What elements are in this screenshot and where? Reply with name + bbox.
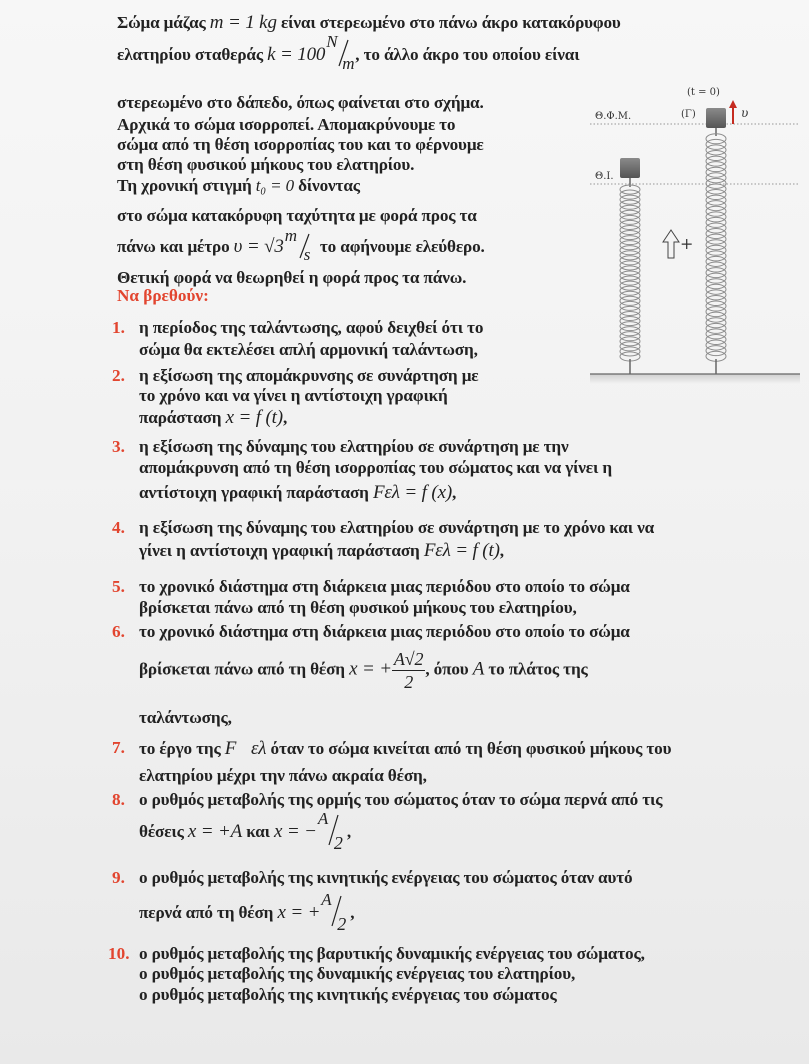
item-10-line-c: ο ρυθμός μεταβολής της κινητικής ενέργειας του σώματος bbox=[139, 985, 557, 1004]
intro-line-1: Σώμα μάζας m = 1 kg είναι στερεωμένο στο πάνω άκρο κατακόρυφου bbox=[117, 12, 621, 33]
item-number-3: 3. bbox=[112, 437, 125, 456]
label-plus: + bbox=[680, 234, 694, 253]
item-5-line-b: βρίσκεται πάνω από τη θέση φυσικού μήκους του ελατηρίου, bbox=[139, 598, 577, 617]
spring-coil bbox=[706, 307, 726, 317]
spring-coil bbox=[620, 190, 640, 199]
spring-coil bbox=[706, 145, 726, 155]
spring-coil bbox=[620, 276, 640, 285]
item-8-line-b: θέσεις x = +A και x = − A 2 , bbox=[139, 809, 351, 854]
item-number-7: 7. bbox=[112, 738, 125, 757]
spring-coil bbox=[620, 337, 640, 346]
spring-coil bbox=[620, 271, 640, 280]
item-3-line-a: η εξίσωση της δύναμης του ελατηρίου σε συνάρτηση με την bbox=[139, 437, 569, 456]
item-2-line-c: παράσταση x = f (t), bbox=[139, 407, 288, 428]
spring-equilibrium bbox=[620, 185, 640, 361]
item-10-line-a: ο ρυθμός μεταβολής της βαρυτικής δυναμικής ενέργειας του σώματος, bbox=[139, 944, 645, 963]
item-number-5: 5. bbox=[112, 577, 125, 596]
spring-coil bbox=[706, 206, 726, 216]
label-equilibrium: Θ.Ι. bbox=[595, 171, 614, 182]
spring-coil bbox=[620, 286, 640, 295]
spring-coil bbox=[620, 195, 640, 204]
item-4-line-a: η εξίσωση της δύναμης του ελατηρίου σε συνάρτηση με το χρόνο και να bbox=[139, 518, 655, 537]
spring-coil bbox=[620, 246, 640, 255]
item-4-line-b: γίνει η αντίστοιχη γραφική παράσταση Fελ = f (t), bbox=[139, 540, 504, 561]
item-7-line-b: ελατηρίου μέχρι την πάνω ακραία θέση, bbox=[139, 766, 427, 785]
item-9-line-a: ο ρυθμός μεταβολής της κινητικής ενέργειας του σώματος όταν αυτό bbox=[139, 868, 633, 887]
spring-coil bbox=[706, 212, 726, 222]
spring-coil bbox=[706, 301, 726, 311]
item-1-line-a: η περίοδος της ταλάντωσης, αφού δειχθεί ότι το bbox=[139, 318, 484, 337]
spring-coil bbox=[706, 234, 726, 244]
spring-coil bbox=[706, 167, 726, 177]
label-gamma: (Γ) bbox=[681, 109, 696, 120]
item-6-line-a: το χρονικό διάστημα στη διάρκεια μιας περιόδου στο οποίο το σώμα bbox=[139, 622, 630, 641]
spring-coil bbox=[620, 301, 640, 310]
spring-coil bbox=[706, 184, 726, 194]
intro-line-5: σώμα από τη θέση ισορροπίας του και το φέρνουμε bbox=[117, 135, 484, 154]
intro-line-4: Αρχικά το σώμα ισορροπεί. Απομακρύνουμε το bbox=[117, 115, 456, 134]
item-number-9: 9. bbox=[112, 868, 125, 887]
spring-coil bbox=[620, 332, 640, 341]
spring-coil bbox=[706, 323, 726, 333]
intro-line-10: Θετική φορά να θεωρηθεί η φορά προς τα πάνω. bbox=[117, 268, 467, 287]
spring-coil bbox=[706, 229, 726, 239]
spring-coil bbox=[706, 162, 726, 172]
spring-coil bbox=[706, 290, 726, 300]
spring-coil bbox=[620, 220, 640, 229]
item-number-6: 6. bbox=[112, 622, 125, 641]
spring-coil bbox=[706, 318, 726, 328]
spring-coil bbox=[706, 217, 726, 227]
fraction-a-sqrt2-over-2: $\frac{A√2}{2}$ bbox=[393, 649, 424, 692]
spring-coil bbox=[706, 334, 726, 344]
spring-coil bbox=[620, 205, 640, 214]
intro-line-3: στερεωμένο στο δάπεδο, όπως φαίνεται στο σχήμα. bbox=[117, 93, 484, 112]
spring-coil bbox=[620, 322, 640, 331]
intro-line-2: ελατηρίου σταθεράς k = 100 N m , το άλλο άκρο του οποίου είναι bbox=[117, 32, 580, 74]
item-number-2: 2. bbox=[112, 366, 125, 385]
item-6-line-b: βρίσκεται πάνω από τη θέση x = + $\frac{A√2}{2}$ , όπου A το πλάτος της bbox=[139, 649, 588, 692]
item-9-line-b: περνά από τη θέση x = + A 2 , bbox=[139, 890, 355, 935]
spring-coil bbox=[706, 273, 726, 283]
item-1-line-b: σώμα θα εκτελέσει απλή αρμονική ταλάντωση, bbox=[139, 340, 478, 359]
spring-coil bbox=[706, 329, 726, 339]
spring-coil bbox=[620, 236, 640, 245]
spring-figure bbox=[590, 84, 800, 384]
spring-coil bbox=[706, 256, 726, 266]
block-equilibrium bbox=[620, 158, 640, 178]
intro-line-6: στη θέση φυσικού μήκους του ελατηρίου. bbox=[117, 155, 415, 174]
intro-line-9: πάνω και μέτρο υ = √3 m s το αφήνουμε ελεύθερο. bbox=[117, 226, 485, 265]
spring-coil bbox=[706, 150, 726, 160]
spring-coil bbox=[706, 139, 726, 149]
positive-direction-arrow-icon bbox=[663, 230, 679, 258]
spring-coil bbox=[620, 225, 640, 234]
spring-coil bbox=[620, 215, 640, 224]
spring-coil bbox=[706, 178, 726, 188]
spring-coil bbox=[620, 256, 640, 265]
label-natural-length: Θ.Φ.Μ. bbox=[595, 111, 632, 122]
item-2-line-b: το χρόνο και να γίνει η αντίστοιχη γραφική bbox=[139, 386, 448, 405]
block-natural-length bbox=[706, 108, 726, 128]
spring-coil bbox=[706, 279, 726, 289]
item-number-1: 1. bbox=[112, 318, 125, 337]
spring-coil bbox=[620, 261, 640, 270]
item-3-line-b: απομάκρυνση από τη θέση ισορροπίας του σώματος και να γίνει η bbox=[139, 458, 612, 477]
spring-coil bbox=[706, 195, 726, 205]
item-10-line-b: ο ρυθμός μεταβολής της δυναμικής ενέργειας του ελατηρίου, bbox=[139, 964, 576, 983]
item-5-line-a: το χρονικό διάστημα στη διάρκεια μιας περιόδου στο οποίο το σώμα bbox=[139, 577, 630, 596]
item-2-line-a: η εξίσωση της απομάκρυνσης σε συνάρτηση με bbox=[139, 366, 479, 385]
item-number-10: 10. bbox=[108, 944, 130, 963]
velocity-arrow-icon bbox=[729, 100, 737, 108]
spring-coil bbox=[620, 347, 640, 356]
spring-coil bbox=[706, 295, 726, 305]
spring-coil bbox=[620, 291, 640, 300]
spring-coil bbox=[706, 262, 726, 272]
spring-coil bbox=[620, 200, 640, 209]
spring-coil bbox=[706, 240, 726, 250]
spring-coil bbox=[706, 251, 726, 261]
item-3-line-c: αντίστοιχη γραφική παράσταση Fελ = f (x), bbox=[139, 482, 457, 503]
spring-coil bbox=[706, 190, 726, 200]
spring-coil bbox=[620, 311, 640, 320]
intro-line-7: Τη χρονική στιγμή t₀ = 0 δίνοντας bbox=[117, 176, 360, 195]
label-t0: (t = 0) bbox=[687, 87, 720, 98]
spring-coil bbox=[620, 317, 640, 326]
spring-coil bbox=[620, 306, 640, 315]
spring-coil bbox=[620, 281, 640, 290]
spring-coil bbox=[620, 231, 640, 240]
spring-coil bbox=[620, 266, 640, 275]
spring-diagram bbox=[590, 84, 800, 384]
spring-coil bbox=[706, 245, 726, 255]
spring-coil bbox=[620, 241, 640, 250]
spring-coil bbox=[706, 156, 726, 166]
spring-coil bbox=[706, 284, 726, 294]
spring-coil bbox=[620, 296, 640, 305]
spring-coil bbox=[706, 201, 726, 211]
spring-coil bbox=[620, 251, 640, 260]
spring-coil bbox=[620, 210, 640, 219]
spring-coil bbox=[706, 340, 726, 350]
intro-line-8: στο σώμα κατακόρυφη ταχύτητα με φορά προς τα bbox=[117, 206, 477, 225]
item-number-4: 4. bbox=[112, 518, 125, 537]
item-number-8: 8. bbox=[112, 790, 125, 809]
spring-coil bbox=[620, 342, 640, 351]
spring-coil bbox=[706, 346, 726, 356]
spring-coil bbox=[620, 327, 640, 336]
spring-coil bbox=[706, 223, 726, 233]
item-6-line-c: ταλάντωσης, bbox=[139, 708, 232, 727]
spring-coil bbox=[706, 312, 726, 322]
spring-coil bbox=[706, 268, 726, 278]
item-7-line-a: το έργο της F⃗ελ όταν το σώμα κινείται από τη θέση φυσικού μήκους του bbox=[139, 738, 672, 759]
required-title: Να βρεθούν: bbox=[117, 286, 209, 305]
spring-natural-length bbox=[706, 134, 726, 361]
spring-coil bbox=[706, 173, 726, 183]
label-velocity: υ bbox=[741, 106, 749, 120]
item-8-line-a: ο ρυθμός μεταβολής της ορμής του σώματος όταν το σώμα περνά από τις bbox=[139, 790, 663, 809]
